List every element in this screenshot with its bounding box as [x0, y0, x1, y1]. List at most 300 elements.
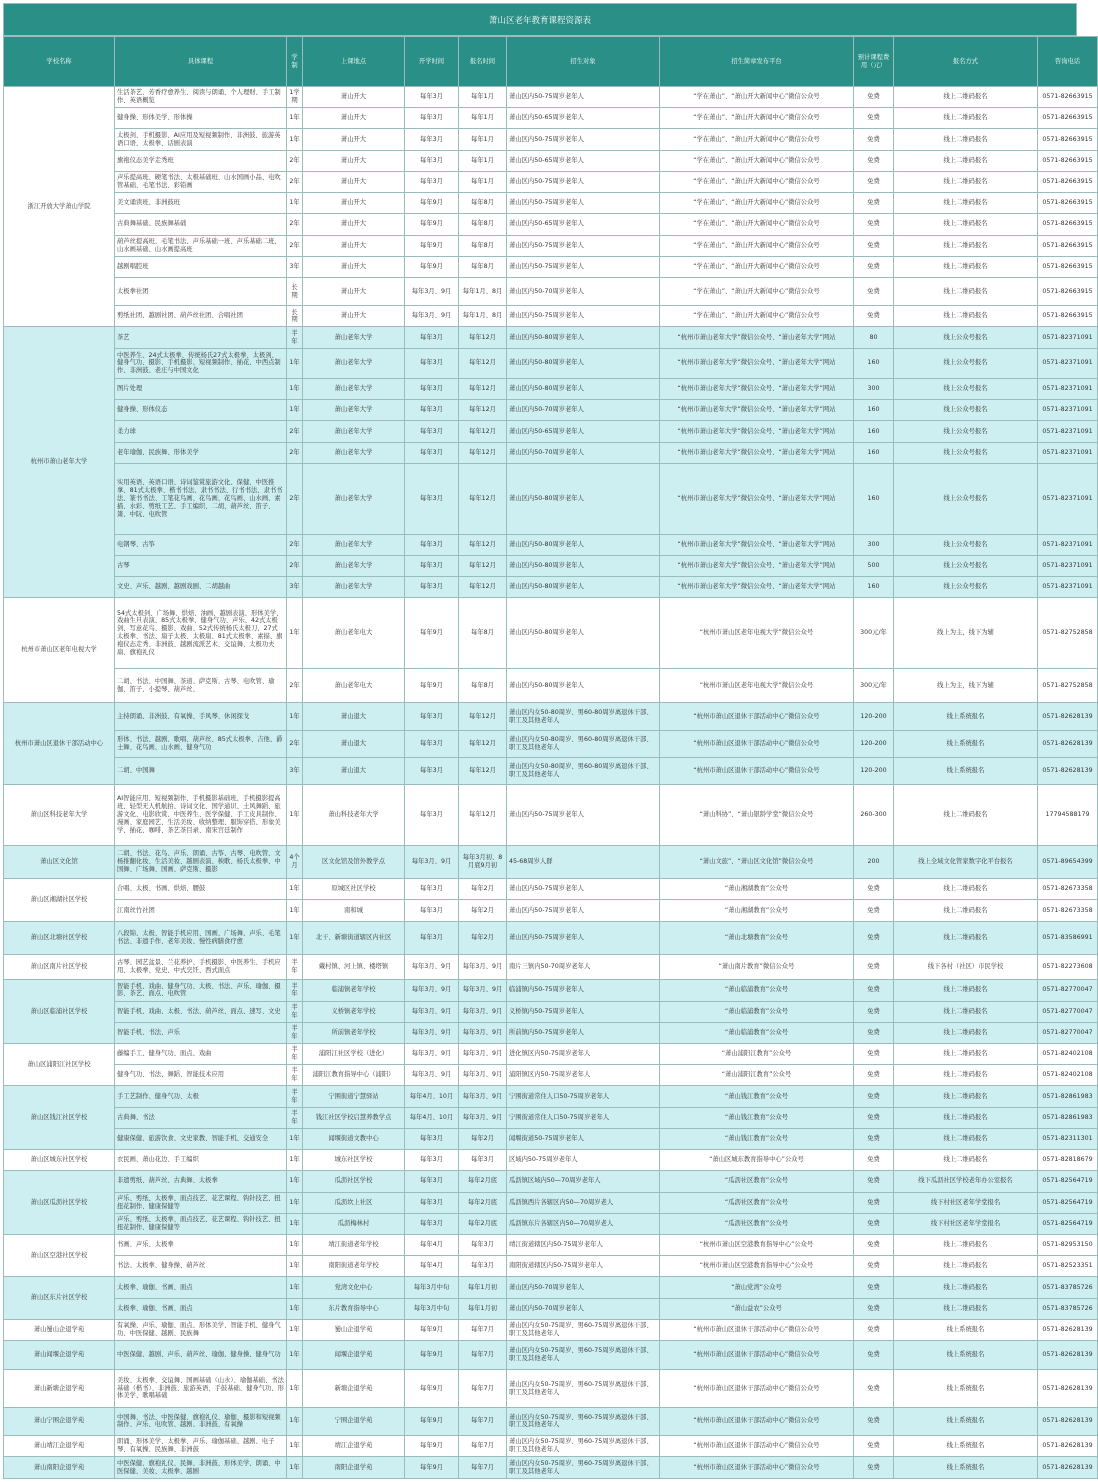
fee-cell: 免费 — [854, 193, 894, 214]
fee-cell: 免费 — [854, 1457, 894, 1479]
enroll-cell: 每年1月 — [459, 87, 507, 108]
duration-cell: 1年 — [287, 598, 303, 669]
phone-cell: 0571-82311301 — [1038, 1128, 1098, 1149]
target-cell: 萧山区内女50-75周岁、男60-75周岁离退休干部、职工及其他老年人 — [507, 1457, 660, 1479]
enroll-cell: 每年8月 — [459, 598, 507, 669]
platform-cell: “杭州市萧山老年大学”微信公众号、“萧山老年大学”网站 — [660, 348, 854, 378]
platform-cell: “萧山钱江教育”公众号 — [660, 1128, 854, 1149]
platform-cell: “学在萧山”、“萧山开大新闻中心”微信公众号 — [660, 277, 854, 305]
target-cell: 萧山区内50-75周岁老年人 — [507, 306, 660, 327]
header-platform: 招生简章发布平台 — [660, 37, 854, 87]
target-cell: 萧山区内50-80周岁老年人 — [507, 555, 660, 576]
location-cell: 萧山老年大学 — [303, 421, 405, 442]
fee-cell: 免费 — [854, 980, 894, 1001]
method-cell: 线上二维码报名 — [894, 1107, 1038, 1128]
course-cell: 智能手机、书法、声乐 — [115, 1022, 287, 1043]
location-cell: 萧山开大 — [303, 129, 405, 150]
platform-cell: “杭州市萧山区退休干部活动中心”微信公众号 — [660, 1370, 854, 1407]
phone-cell: 0571-82663915 — [1038, 193, 1098, 214]
duration-cell: 1年 — [287, 1213, 303, 1234]
course-cell: 旗袍仪态美学走秀班 — [115, 150, 287, 171]
location-cell: 萧山开大 — [303, 87, 405, 108]
header-start: 开学时间 — [405, 37, 459, 87]
table-row — [4, 900, 1098, 921]
target-cell: 萧山区内50-65周岁老年人 — [507, 214, 660, 235]
method-cell: 线上二维码报名 — [894, 306, 1038, 327]
fee-cell: 免费 — [854, 1001, 894, 1022]
enroll-cell: 每年12月 — [459, 327, 507, 348]
method-cell: 线下各村（社区）市民学校 — [894, 955, 1038, 980]
fee-cell: 免费 — [854, 1086, 894, 1107]
phone-cell: 0571-82523351 — [1038, 1256, 1098, 1277]
header-location: 上课地点 — [303, 37, 405, 87]
fee-cell: 160 — [854, 442, 894, 463]
phone-cell: 17794588179 — [1038, 785, 1098, 846]
course-cell: 葫芦丝提高班、毛笔书法、声乐基础一班、声乐基础二班、山水画基础、山水画提高班 — [115, 235, 287, 256]
duration-cell: 1年 — [287, 921, 303, 954]
duration-cell: 2年 — [287, 555, 303, 576]
method-cell: 线上二维码报名 — [894, 879, 1038, 900]
platform-cell: “学在萧山”、“萧山开大新闻中心”微信公众号 — [660, 214, 854, 235]
fee-cell: 160 — [854, 577, 894, 598]
method-cell: 线上二维码报名 — [894, 980, 1038, 1001]
method-cell: 线上二维码报名 — [894, 785, 1038, 846]
start-cell: 每年3月 — [405, 577, 459, 598]
table-row — [4, 980, 1098, 1001]
start-cell: 每年9月 — [405, 1341, 459, 1370]
location-cell: 靖江街道老年学校 — [303, 1234, 405, 1255]
duration-cell: 1年 — [287, 1407, 303, 1435]
location-cell: 萧山老年电大 — [303, 669, 405, 703]
duration-cell: 1年 — [287, 1436, 303, 1457]
platform-cell: “萧山钱江教育”公众号 — [660, 1086, 854, 1107]
header-target: 招生对象 — [507, 37, 660, 87]
table-row — [4, 1277, 1098, 1298]
platform-cell: “杭州市萧山区退休干部活动中心”微信公众号 — [660, 703, 854, 730]
duration-cell: 半年 — [287, 1086, 303, 1107]
enroll-cell: 每年8月 — [459, 214, 507, 235]
table-row — [4, 1001, 1098, 1022]
duration-cell: 2年 — [287, 442, 303, 463]
enroll-cell: 每年12月 — [459, 379, 507, 400]
location-cell: 萧山开大 — [303, 214, 405, 235]
platform-cell: “杭州市萧山老年大学”微信公众号、“萧山老年大学”网站 — [660, 577, 854, 598]
target-cell: 萧山区内女50-75周岁、男60-75周岁离退休干部、职工及其他老年人 — [507, 1341, 660, 1370]
page-title: 萧山区老年教育课程资源表 — [3, 3, 1077, 36]
target-cell: 萧山区内50-70周岁老年人 — [507, 400, 660, 421]
course-cell: 健身操、形体仪态 — [115, 400, 287, 421]
phone-cell: 0571-83785726 — [1038, 1298, 1098, 1319]
start-cell: 每年3月 — [405, 703, 459, 730]
enroll-cell: 每年12月 — [459, 785, 507, 846]
target-cell: 萧山区内女50-80周岁、男60-80周岁离退休干部、职工及其他老年人 — [507, 730, 660, 757]
phone-cell: 0571-82628139 — [1038, 1457, 1098, 1479]
course-cell: 智能手机、戏曲、健身气功、太极、书法、声乐、瑜伽、摄影、茶艺、面点、电吹管 — [115, 980, 287, 1001]
school-name-cell: 萧山区瓜沥社区学校 — [4, 1171, 115, 1235]
school-name-cell: 萧山区浦阳江社区学校 — [4, 1043, 115, 1085]
table-row — [4, 1022, 1098, 1043]
start-cell: 每年3月中旬 — [405, 1298, 459, 1319]
target-cell: 萧山区内50-80周岁老年人 — [507, 379, 660, 400]
phone-cell: 0571-82628139 — [1038, 730, 1098, 757]
fee-cell: 免费 — [854, 214, 894, 235]
course-cell: 中医保健、越剧、声乐、葫芦丝、瑜伽、健身操、健身气功 — [115, 1341, 287, 1370]
fee-cell: 免费 — [854, 879, 894, 900]
start-cell: 每年3月、9月 — [405, 1022, 459, 1043]
target-cell: 萧山区内50-65周岁老年人 — [507, 108, 660, 129]
table-row — [4, 598, 1098, 669]
target-cell: 萧山区内50-75周岁老年人 — [507, 785, 660, 846]
duration-cell: 半年 — [287, 1022, 303, 1043]
method-cell: 线上二维码报名 — [894, 1043, 1038, 1064]
phone-cell: 0571-82402108 — [1038, 1065, 1098, 1086]
target-cell: 浦阳镇区内50-75周岁老年人 — [507, 1065, 660, 1086]
platform-cell: “萧山益农”公众号 — [660, 1298, 854, 1319]
course-cell: 健康保健、旅游饮食、文史家教、智能手机、交通安全 — [115, 1128, 287, 1149]
platform-cell: “学在萧山”、“萧山开大新闻中心”微信公众号 — [660, 193, 854, 214]
method-cell: 线下瓜沥社区学校老年办公室报名 — [894, 1171, 1038, 1192]
table-row — [4, 327, 1098, 348]
fee-cell: 160 — [854, 400, 894, 421]
school-name-cell: 萧山新塘企退学苑 — [4, 1370, 115, 1407]
target-cell: 南片三镇内50-70周岁老年人 — [507, 955, 660, 980]
location-cell: 北干、新塘街道辖区内社区 — [303, 921, 405, 954]
table-row — [4, 171, 1098, 192]
duration-cell: 1年 — [287, 129, 303, 150]
table-row — [4, 400, 1098, 421]
target-cell: 萧山区内50-70周岁老年人 — [507, 1298, 660, 1319]
start-cell: 每年3月 — [405, 171, 459, 192]
duration-cell: 2年 — [287, 150, 303, 171]
start-cell: 每年3月 — [405, 108, 459, 129]
method-cell: 线上公众号报名 — [894, 379, 1038, 400]
target-cell: 萧山区内50-80周岁老年人 — [507, 463, 660, 534]
platform-cell: “萧山临浦教育”公众号 — [660, 980, 854, 1001]
table-row — [4, 669, 1098, 703]
fee-cell: 300元/年 — [854, 669, 894, 703]
table-row — [4, 193, 1098, 214]
enroll-cell: 每年12月 — [459, 730, 507, 757]
fee-cell: 120-200 — [854, 703, 894, 730]
platform-cell: “萧山北塘教育”公众号 — [660, 921, 854, 954]
target-cell: 萧山区内50-75周岁老年人 — [507, 256, 660, 277]
course-cell: 电钢琴、古筝 — [115, 534, 287, 555]
table-row — [4, 1150, 1098, 1171]
platform-cell: “杭州市萧山老年大学”微信公众号、“萧山老年大学”网站 — [660, 400, 854, 421]
school-name-cell: 萧山闻堰企退学苑 — [4, 1341, 115, 1370]
method-cell: 线上二维码报名 — [894, 1256, 1038, 1277]
fee-cell: 免费 — [854, 1171, 894, 1192]
method-cell: 线上二维码报名 — [894, 1150, 1038, 1171]
course-cell: 有氧操、声乐、瑜伽、面点、形体美学、智能手机、健身气功、中医保健、越剧、民族舞 — [115, 1319, 287, 1340]
duration-cell: 2年 — [287, 534, 303, 555]
method-cell: 线上二维码报名 — [894, 108, 1038, 129]
table-row — [4, 1128, 1098, 1149]
start-cell: 每年9月 — [405, 256, 459, 277]
table-row — [4, 1192, 1098, 1213]
header-phone: 咨询电话 — [1038, 37, 1098, 87]
duration-cell: 1年 — [287, 1298, 303, 1319]
school-name-cell: 萧山区北塘社区学校 — [4, 921, 115, 954]
target-cell: 萧山区内50-75周岁老年人 — [507, 921, 660, 954]
course-cell: 手工艺制作、健身气功、太极 — [115, 1086, 287, 1107]
fee-cell: 免费 — [854, 1150, 894, 1171]
platform-cell: “学在萧山”、“萧山开大新闻中心”微信公众号 — [660, 235, 854, 256]
phone-cell: 0571-82628139 — [1038, 1341, 1098, 1370]
course-cell: 古典舞、书法 — [115, 1107, 287, 1128]
duration-cell: 半年 — [287, 327, 303, 348]
target-cell: 靖江街道辖区内50-75周岁老年人 — [507, 1234, 660, 1255]
location-cell: 浦阳江教育指导中心（浦阳） — [303, 1065, 405, 1086]
location-cell: 新塘企退学苑 — [303, 1370, 405, 1407]
duration-cell: 1年 — [287, 1128, 303, 1149]
course-cell: 江南丝竹社团 — [115, 900, 287, 921]
target-cell: 闻堰街道50-75周岁老年人 — [507, 1128, 660, 1149]
start-cell: 每年9月 — [405, 193, 459, 214]
fee-cell: 免费 — [854, 1128, 894, 1149]
location-cell: 城东社区学校 — [303, 1150, 405, 1171]
location-cell: 东片教育指导中心 — [303, 1298, 405, 1319]
target-cell: 萧山区内50-70周岁老年人 — [507, 1277, 660, 1298]
phone-cell: 0571-82673358 — [1038, 879, 1098, 900]
location-cell: 瓜沥坎上社区 — [303, 1192, 405, 1213]
fee-cell: 免费 — [854, 1234, 894, 1255]
phone-cell: 0571-82371091 — [1038, 400, 1098, 421]
school-name-cell: 萧山区湘湖社区学校 — [4, 879, 115, 921]
method-cell: 线上二维码报名 — [894, 235, 1038, 256]
enroll-cell: 每年8月 — [459, 193, 507, 214]
method-cell: 线上二维码报名 — [894, 900, 1038, 921]
table-row — [4, 845, 1098, 878]
header-course: 具体课程 — [115, 37, 287, 87]
phone-cell: 0571-82752858 — [1038, 598, 1098, 669]
course-cell: 衣民画、萧山花边、手工编织 — [115, 1150, 287, 1171]
fee-cell: 免费 — [854, 108, 894, 129]
fee-cell: 160 — [854, 421, 894, 442]
fee-cell: 120-200 — [854, 730, 894, 757]
course-cell: 健身气功、书法、舞蹈、智能技术应用 — [115, 1065, 287, 1086]
phone-cell: 0571-82371091 — [1038, 421, 1098, 442]
course-cell: 太极拳、瑜伽、书画、面点 — [115, 1277, 287, 1298]
enroll-cell: 每年3月、9月 — [459, 1086, 507, 1107]
platform-cell: “萧山科协”、“萧山银龄学堂”微信公众号 — [660, 785, 854, 846]
table-row — [4, 129, 1098, 150]
fee-cell: 160 — [854, 348, 894, 378]
phone-cell: 0571-82953150 — [1038, 1234, 1098, 1255]
duration-cell: 1年 — [287, 703, 303, 730]
table-row — [4, 108, 1098, 129]
platform-cell: “杭州市萧山区老年电视大学”微信公众号 — [660, 598, 854, 669]
target-cell: 南阳街道辖区内50-75周岁老年人 — [507, 1256, 660, 1277]
fee-cell: 260-300 — [854, 785, 894, 846]
platform-cell: “瓜沥社区教育”公众号 — [660, 1171, 854, 1192]
school-name-cell: 萧山区南片社区学校 — [4, 955, 115, 980]
phone-cell: 0571-82564719 — [1038, 1192, 1098, 1213]
course-cell: 合唱、太极、书画、烘焙、腰鼓 — [115, 879, 287, 900]
enroll-cell: 每年3月、9月 — [459, 1043, 507, 1064]
platform-cell: “学在萧山”、“萧山开大新闻中心”微信公众号 — [660, 171, 854, 192]
fee-cell: 免费 — [854, 1256, 894, 1277]
duration-cell: 半年 — [287, 1065, 303, 1086]
platform-cell: “学在萧山”、“萧山开大新闻中心”微信公众号 — [660, 256, 854, 277]
fee-cell: 200 — [854, 845, 894, 878]
start-cell: 每年3月 — [405, 757, 459, 784]
start-cell: 每年3月 — [405, 921, 459, 954]
target-cell: 萧山区内50-70周岁老年人 — [507, 277, 660, 305]
method-cell: 线上二维码报名 — [894, 1128, 1038, 1149]
target-cell: 萧山区内50-75周岁老年人 — [507, 87, 660, 108]
phone-cell: 0571-82663915 — [1038, 256, 1098, 277]
course-cell: 形体、书法、越剧、歌唱、葫芦丝、85式太极拳、吉他、爵士舞、花鸟画、山水画、健身气功 — [115, 730, 287, 757]
method-cell: 线上二维码报名 — [894, 171, 1038, 192]
start-cell: 每年3月、9月 — [405, 1065, 459, 1086]
school-name-cell: 萧山蜀山企退学苑 — [4, 1319, 115, 1340]
table-row — [4, 463, 1098, 534]
location-cell: 戴村镇、河上镇、楼塔镇 — [303, 955, 405, 980]
enroll-cell: 每年12月 — [459, 442, 507, 463]
platform-cell: “杭州市萧山区退休干部活动中心”微信公众号 — [660, 1407, 854, 1435]
method-cell: 线上二维码报名 — [894, 1022, 1038, 1043]
fee-cell: 免费 — [854, 1277, 894, 1298]
method-cell: 线上系统报名 — [894, 1341, 1038, 1370]
method-cell: 线上二维码报名 — [894, 921, 1038, 954]
platform-cell: “学在萧山”、“萧山开大新闻中心”微信公众号 — [660, 108, 854, 129]
phone-cell: 0571-82628139 — [1038, 1407, 1098, 1435]
location-cell: 萧山开大 — [303, 108, 405, 129]
start-cell: 每年9月 — [405, 598, 459, 669]
school-name-cell: 萧山宁围企退学苑 — [4, 1407, 115, 1435]
phone-cell: 0571-83785726 — [1038, 1277, 1098, 1298]
method-cell: 线上二维码报名 — [894, 193, 1038, 214]
phone-cell: 0571-82273608 — [1038, 955, 1098, 980]
school-name-cell: 萧山区钱江社区学校 — [4, 1086, 115, 1150]
duration-cell: 1年 — [287, 193, 303, 214]
platform-cell: “萧山浦阳江教育”公众号 — [660, 1043, 854, 1064]
duration-cell: 1年 — [287, 348, 303, 378]
method-cell: 线上二维码报名 — [894, 256, 1038, 277]
method-cell: 线上公众号报名 — [894, 442, 1038, 463]
enroll-cell: 每年12月 — [459, 577, 507, 598]
fee-cell: 免费 — [854, 1341, 894, 1370]
school-name-cell: 萧山区科技老年大学 — [4, 785, 115, 846]
platform-cell: “瓜沥社区教育”公众号 — [660, 1213, 854, 1234]
target-cell: 萧山区内50-65周岁老年人 — [507, 421, 660, 442]
duration-cell: 半年 — [287, 1001, 303, 1022]
phone-cell: 0571-82628139 — [1038, 1370, 1098, 1407]
enroll-cell: 每年3月、9月 — [459, 1107, 507, 1128]
fee-cell: 免费 — [854, 1043, 894, 1064]
fee-cell: 免费 — [854, 1407, 894, 1435]
platform-cell: “萧山钱江教育”公众号 — [660, 1107, 854, 1128]
platform-cell: “杭州市萧山区退休干部活动中心”微信公众号 — [660, 1436, 854, 1457]
duration-cell: 长期 — [287, 277, 303, 305]
location-cell: 萧山老年大学 — [303, 534, 405, 555]
method-cell: 线上公众号报名 — [894, 327, 1038, 348]
target-cell: 宁围街道常住人口50-75周岁老年人 — [507, 1107, 660, 1128]
start-cell: 每年3月 — [405, 463, 459, 534]
table-row — [4, 955, 1098, 980]
phone-cell: 0571-82628139 — [1038, 757, 1098, 784]
start-cell: 每年9月 — [405, 1457, 459, 1479]
target-cell: 萧山区内50-80周岁老年人 — [507, 348, 660, 378]
enroll-cell: 每年3月、9月 — [459, 980, 507, 1001]
header-method: 报名方式 — [894, 37, 1038, 87]
platform-cell: “杭州市萧山区退休干部活动中心”微信公众号 — [660, 1319, 854, 1340]
location-cell: 萧山开大 — [303, 306, 405, 327]
table-body — [4, 87, 1098, 1479]
target-cell: 萧山区内50-80周岁老年人 — [507, 598, 660, 669]
enroll-cell: 每年8月 — [459, 235, 507, 256]
course-cell: 健身操、形体美学、形体操 — [115, 108, 287, 129]
fee-cell: 免费 — [854, 1065, 894, 1086]
table-row — [4, 306, 1098, 327]
target-cell: 所前镇内50-75周岁老年人 — [507, 1022, 660, 1043]
target-cell: 萧山区内女50-75周岁、男60-75周岁离退休干部、职工及其他老年人 — [507, 1370, 660, 1407]
header-fee: 预计课程费用（元） — [854, 37, 894, 87]
enroll-cell: 每年1月 — [459, 129, 507, 150]
course-cell: 图片处理 — [115, 379, 287, 400]
method-cell: 线上二维码报名 — [894, 150, 1038, 171]
location-cell: 萧山退大 — [303, 730, 405, 757]
platform-cell: “杭州市萧山老年大学”微信公众号、“萧山老年大学”网站 — [660, 327, 854, 348]
enroll-cell: 每年1月 — [459, 150, 507, 171]
school-name-cell: 萧山区城东社区学校 — [4, 1150, 115, 1171]
phone-cell: 0571-82371091 — [1038, 534, 1098, 555]
fee-cell: 免费 — [854, 1319, 894, 1340]
table-row — [4, 1065, 1098, 1086]
location-cell: 萧山开大 — [303, 171, 405, 192]
target-cell: 萧山区内女50-75周岁、男60-75周岁离退休干部、职工及其他老年人 — [507, 1319, 660, 1340]
phone-cell: 0571-82673358 — [1038, 900, 1098, 921]
location-cell: 临浦镇老年学校 — [303, 980, 405, 1001]
enroll-cell: 每年12月 — [459, 555, 507, 576]
start-cell: 每年4月 — [405, 1256, 459, 1277]
platform-cell: “瓜沥社区教育”公众号 — [660, 1192, 854, 1213]
course-cell: 越剧唱腔班 — [115, 256, 287, 277]
school-name-cell: 萧山区空港社区学校 — [4, 1234, 115, 1276]
method-cell: 线上公众号报名 — [894, 400, 1038, 421]
fee-cell: 160 — [854, 463, 894, 534]
enroll-cell: 每年1月、8月 — [459, 306, 507, 327]
enroll-cell: 每年8月 — [459, 256, 507, 277]
enroll-cell: 每年7月 — [459, 1436, 507, 1457]
target-cell: 萧山区内女50-80周岁、男60-80周岁离退休干部、职工及其他老年人 — [507, 703, 660, 730]
method-cell: 线上系统报名 — [894, 730, 1038, 757]
target-cell: 萧山区内50-75周岁老年人 — [507, 235, 660, 256]
course-table-container — [3, 3, 1093, 1479]
target-cell: 萧山区内50-80周岁老年人 — [507, 669, 660, 703]
table-row — [4, 87, 1098, 108]
start-cell: 每年9月 — [405, 1436, 459, 1457]
school-name-cell: 萧山区东片社区学校 — [4, 1277, 115, 1319]
phone-cell: 0571-82628139 — [1038, 1436, 1098, 1457]
course-cell: 生活茶艺、芳香疗愈养生、阅读与朗诵、个人理财、手工制作、英语概览 — [115, 87, 287, 108]
enroll-cell: 每年7月 — [459, 1370, 507, 1407]
platform-cell: “萧山临浦教育”公众号 — [660, 1022, 854, 1043]
location-cell: 靖江企退学苑 — [303, 1436, 405, 1457]
location-cell: 萧山老年大学 — [303, 348, 405, 378]
course-cell: 古典舞基础、民族舞基础 — [115, 214, 287, 235]
platform-cell: “学在萧山”、“萧山开大新闻中心”微信公众号 — [660, 129, 854, 150]
table-row — [4, 348, 1098, 378]
target-cell: 萧山区内女50-75周岁、男60-75周岁离退休干部、职工及其他老年人 — [507, 1436, 660, 1457]
duration-cell: 1年 — [287, 1457, 303, 1479]
enroll-cell: 每年3月、9月 — [459, 955, 507, 980]
method-cell: 线上系统报名 — [894, 1370, 1038, 1407]
platform-cell: “萧山文旅”、“萧山区文化馆”微信公众号 — [660, 845, 854, 878]
location-cell: 萧山科技老年大学 — [303, 785, 405, 846]
fee-cell: 免费 — [854, 1436, 894, 1457]
